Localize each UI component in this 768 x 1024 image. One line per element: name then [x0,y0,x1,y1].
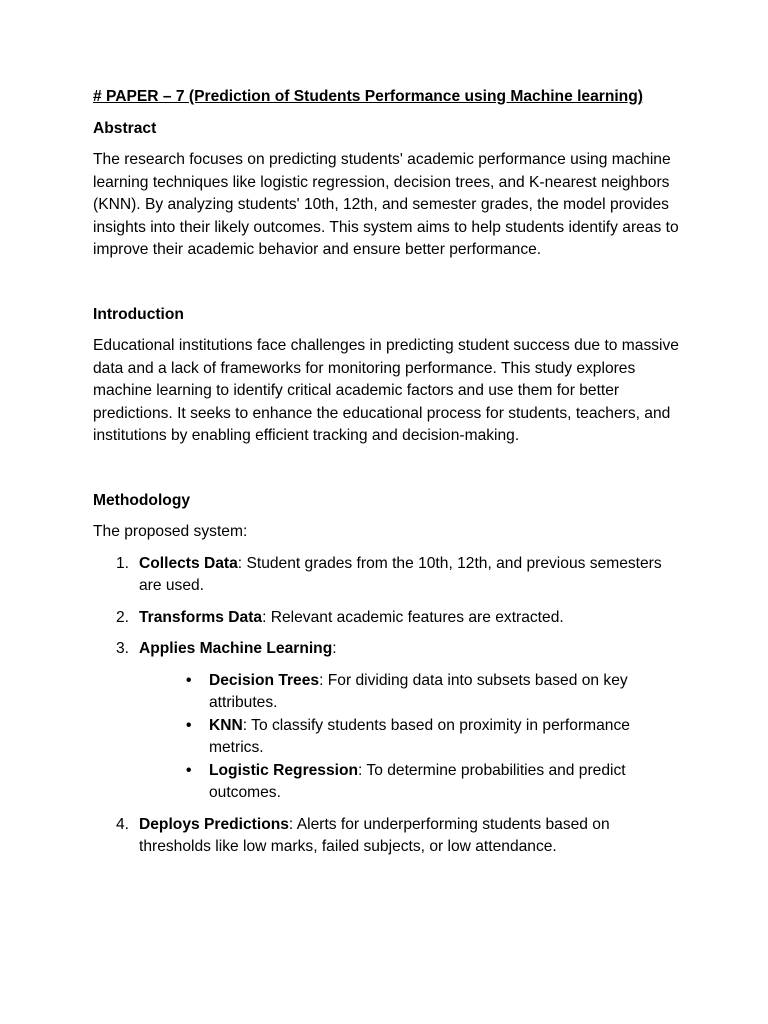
list-item [139,715,683,760]
methodology-steps [93,553,683,859]
step-text: : Relevant academic features are extracted. [262,608,564,626]
methodology-intro: The proposed system: [93,523,248,540]
introduction-text: Educational institutions face challenges in predicting student success due to massive data and a lack of frameworks for monitoring performance. This study explores machine learning to identify critical academic factors and use them for better predictions. It seeks to enhance the educational process for students, teachers, and institutions by enabling efficient tracking and decision-making. [93,337,679,444]
bullet-text: : To classify students based on proximity in performance metrics. [209,716,630,756]
list-item [139,760,683,805]
step-term: Applies Machine Learning [139,640,333,657]
bullet-term: KNN [209,716,243,734]
step-term: Transforms Data [139,608,263,626]
bullet-term: Decision Trees [209,671,320,689]
bullet-text: : For dividing data into subsets based on key attributes. [209,671,628,711]
bullet-term: Logistic Regression [209,761,359,779]
abstract-text: The research focuses on predicting students' academic performance using machine learning techniques like logistic regression, decision trees, and K-nearest neighbors (KNN). By analyzing students' 10th, 12th, and semester grades, the model provides insights into their likely outcomes. This system aims to help students identify areas to improve their academic behavior and ensure better performance. [93,151,679,258]
bullet-marker: • [186,716,192,734]
paper-title: # PAPER – 7 (Prediction of Students Performance using Machine learning) [93,88,643,105]
list-item [139,670,683,715]
list-number: 1. [116,554,130,572]
introduction-heading: Introduction [93,305,184,323]
step-text: : Student grades from the 10th, 12th, and previous semesters are used. [139,554,662,594]
bullet-text: : To determine probabilities and predict outcomes. [209,761,626,801]
algorithm-list [139,670,683,805]
list-number: 4. [116,815,130,833]
step-text: : [332,640,337,657]
list-item [93,607,683,630]
section-spacer [93,457,683,490]
bullet-marker: • [186,761,192,779]
list-item [93,553,683,598]
section-spacer [93,271,683,304]
bullet-marker: • [186,671,192,689]
step-text: : Alerts for underperforming students based on thresholds like low marks, failed subjects, or low attendance. [139,815,610,855]
methodology-heading: Methodology [93,491,191,509]
step-term: Deploys Predictions [139,815,289,833]
list-number: 3. [116,640,130,657]
list-item [93,638,683,805]
list-number: 2. [116,608,130,626]
list-item [93,814,683,859]
step-term: Collects Data [139,554,238,572]
abstract-heading: Abstract [93,119,157,137]
document-page [93,86,683,868]
